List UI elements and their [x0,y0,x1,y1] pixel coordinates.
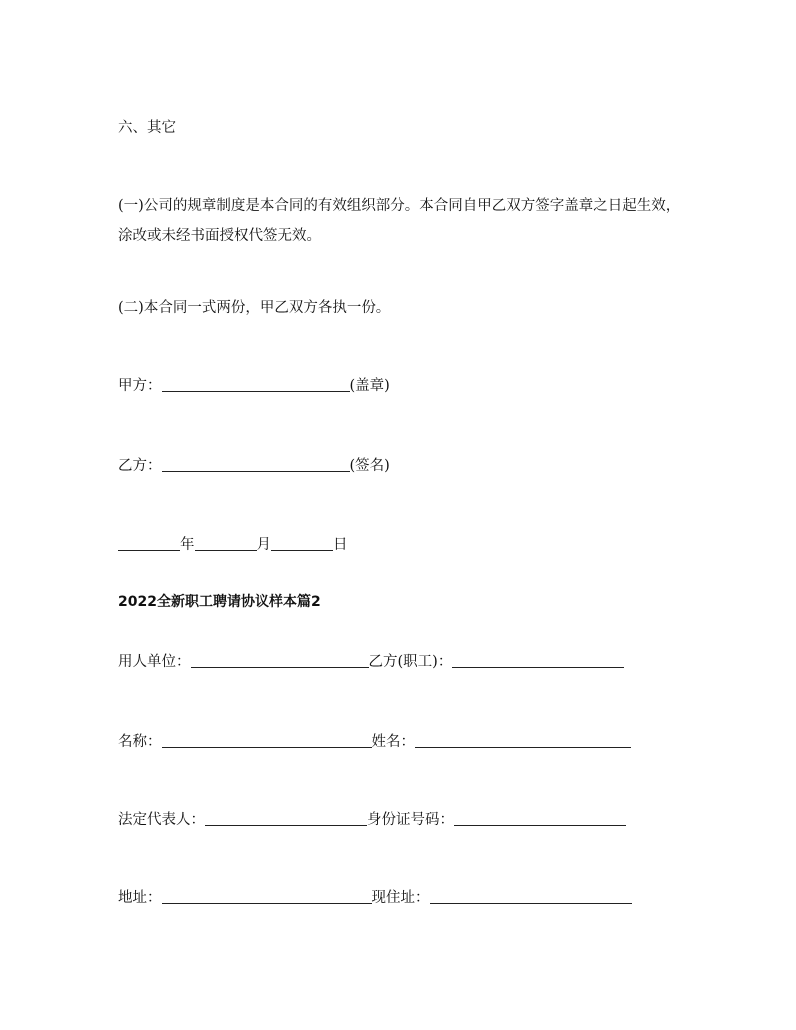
day-label: 日 [333,537,348,553]
party-b-label: 乙方： [118,458,162,474]
month-label: 月 [256,537,271,553]
legal-rep-blank[interactable] [205,811,367,826]
party-a-signature-line [118,376,390,396]
party-b-suffix: (签名) [349,458,390,474]
employer-row [118,652,624,672]
legal-rep-row [118,810,626,830]
person-name-label: 姓名： [371,734,415,750]
employee-label: 乙方(职工)： [368,654,453,670]
year-blank[interactable] [118,536,180,551]
month-blank[interactable] [195,536,257,551]
party-b-blank[interactable] [162,457,350,472]
name-label: 名称： [118,734,162,750]
current-address-blank[interactable] [430,889,632,904]
party-b-signature-line [118,456,390,476]
clause-one: (一)公司的规章制度是本合同的有效组织部分。本合同自甲乙双方签字盖章之日起生效，涂改或未经书面授权代签无效。 [118,198,681,244]
party-a-suffix: (盖章) [349,378,390,394]
employer-label: 用人单位： [118,654,191,670]
employer-blank[interactable] [191,653,369,668]
legal-rep-label: 法定代表人： [118,812,205,828]
id-number-label: 身份证号码： [367,812,454,828]
name-blank[interactable] [162,733,372,748]
day-blank[interactable] [271,536,333,551]
agreement-heading: 2022全新职工聘请协议样本篇2 [118,594,321,610]
party-a-label: 甲方： [118,378,162,394]
address-row [118,888,632,908]
id-number-blank[interactable] [454,811,626,826]
section-title: 六、其它 [118,120,176,136]
clause-two: (二)本合同一式两份，甲乙双方各执一份。 [118,300,391,316]
name-row [118,732,631,752]
employee-blank[interactable] [452,653,624,668]
person-name-blank[interactable] [415,733,631,748]
party-a-blank[interactable] [162,377,350,392]
date-line [118,535,348,555]
address-label: 地址： [118,890,162,906]
address-blank[interactable] [162,889,372,904]
year-label: 年 [180,537,195,553]
current-address-label: 现住址： [371,890,430,906]
